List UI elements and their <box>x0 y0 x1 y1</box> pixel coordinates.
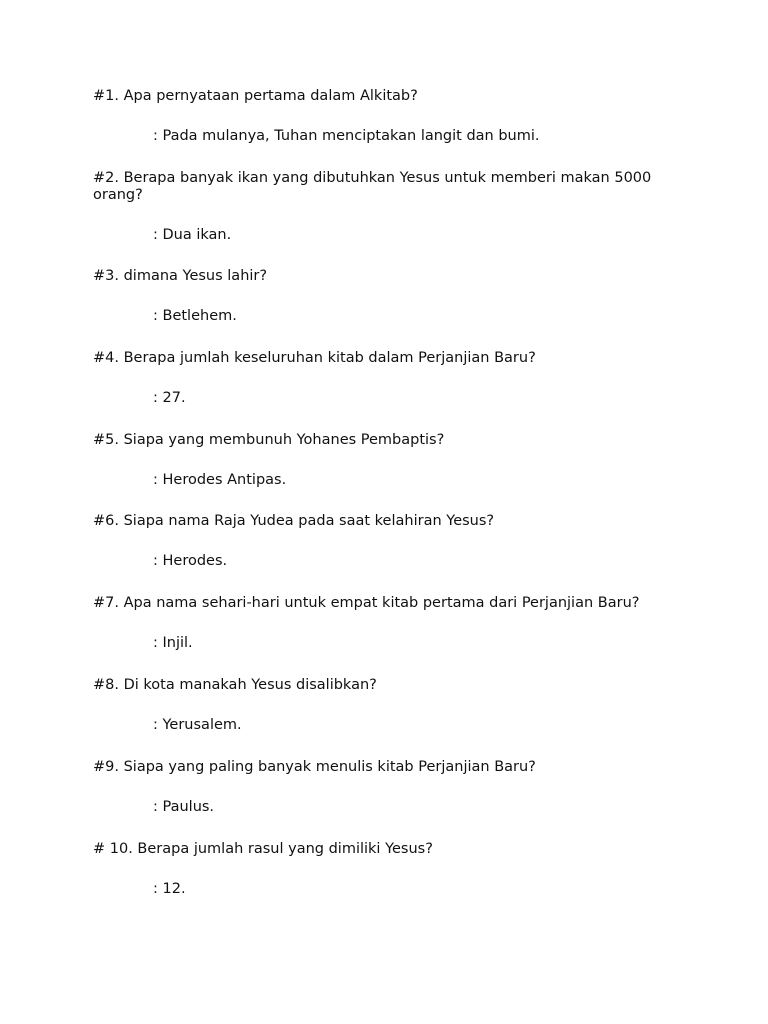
answer-text: : Dua ikan. <box>153 227 232 243</box>
qa-item <box>93 595 683 651</box>
answer-text: : 27. <box>153 390 186 406</box>
question-text: #5. Siapa yang membunuh Yohanes Pembaptis? <box>93 432 445 448</box>
answer-text: : Herodes. <box>153 553 228 569</box>
question-text: #1. Apa pernyataan pertama dalam Alkitab? <box>93 88 418 104</box>
qa-item <box>93 677 683 733</box>
qa-item <box>93 350 683 406</box>
answer-text: : Injil. <box>153 635 193 651</box>
answer-text: : Paulus. <box>153 799 215 815</box>
answer-text: : Yerusalem. <box>153 717 242 733</box>
question-text: #2. Berapa banyak ikan yang dibutuhkan Yesus untuk memberi makan 5000 orang? <box>93 170 652 203</box>
question-text: #9. Siapa yang paling banyak menulis kitab Perjanjian Baru? <box>93 759 536 775</box>
qa-item <box>93 432 683 488</box>
qa-item <box>93 170 683 243</box>
answer-text: : 12. <box>153 881 186 897</box>
question-text: #3. dimana Yesus lahir? <box>93 268 268 284</box>
qa-item <box>93 841 683 897</box>
answer-text: : Herodes Antipas. <box>153 472 287 488</box>
qa-item <box>93 513 683 569</box>
question-text: # 10. Berapa jumlah rasul yang dimiliki Yesus? <box>93 841 433 857</box>
qa-item <box>93 268 683 324</box>
question-text: #7. Apa nama sehari-hari untuk empat kitab pertama dari Perjanjian Baru? <box>93 595 640 611</box>
question-text: #4. Berapa jumlah keseluruhan kitab dalam Perjanjian Baru? <box>93 350 536 366</box>
question-text: #8. Di kota manakah Yesus disalibkan? <box>93 677 377 693</box>
answer-text: : Pada mulanya, Tuhan menciptakan langit dan bumi. <box>153 128 540 144</box>
qa-item <box>93 759 683 815</box>
question-text: #6. Siapa nama Raja Yudea pada saat kelahiran Yesus? <box>93 513 495 529</box>
qa-item <box>93 88 683 144</box>
answer-text: : Betlehem. <box>153 308 237 324</box>
